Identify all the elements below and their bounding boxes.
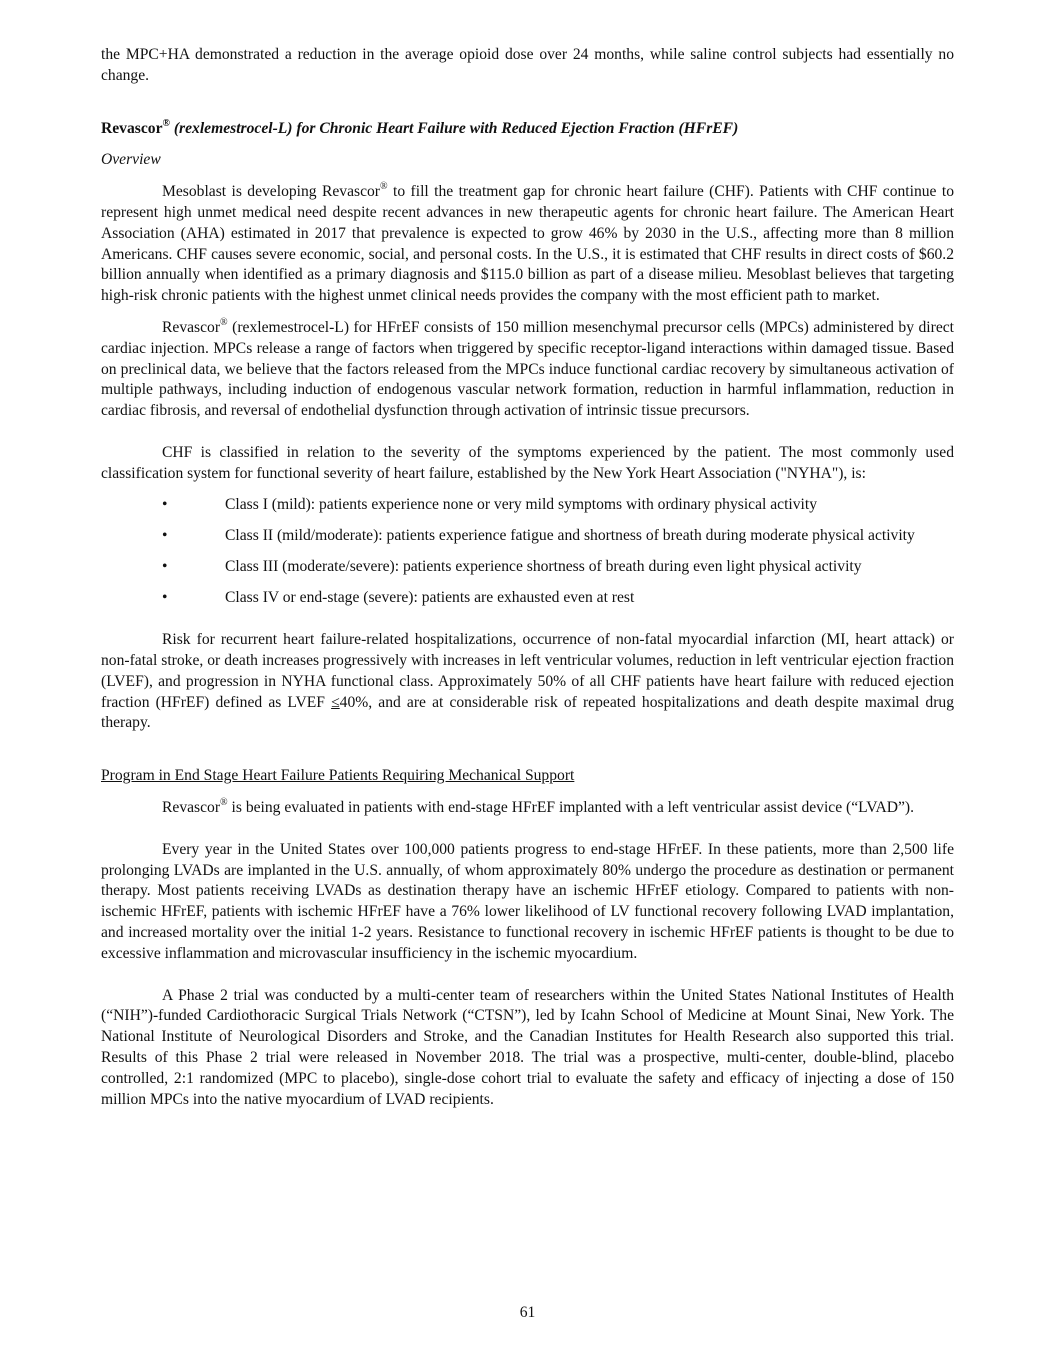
list-item xyxy=(101,526,954,547)
list-item-text: Class II (mild/moderate): patients experience fatigue and shortness of breath during moderate physical activity xyxy=(225,526,915,544)
paragraph-lvad-intro xyxy=(101,798,954,819)
document-page xyxy=(101,45,954,1110)
text-span: (rexlemestrocel-L) for HFrEF consists of 150 million mesenchymal precursor cells (MPCs) administered by direct cardiac injection. MPCs release a range of factors when triggered by specific receptor-ligand interactions within damaged tissue. Based on preclinical data, we believe that the factors released from the MPCs induce functional cardiac recovery by simultaneous activation of multiple pathways, including induction of endogenous vascular network formation, reduction in harmful inflammation, reduction in cardiac fibrosis, and reversal of endothelial dysfunction through activation of intrinsic tissue precursors. xyxy=(101,318,954,420)
paragraph-lvad-stats: Every year in the United States over 100,000 patients progress to end-stage HFrEF. In these patients, more than 2,500 life prolonging LVADs are implanted in the U.S. annually, of whom approximately 80% undergo the procedure as destination or permanent therapy. Most patients receiving LVADs as destination therapy have an ischemic HFrEF etiology. Compared to patients with non-ischemic HFrEF, patients with ischemic HFrEF have a 76% lower likelihood of LV functional recovery following LVAD implantation, and increased mortality over the initial 1-2 years. Resistance to functional recovery in ischemic HFrEF patients is thought to be due to excessive inflammation and microvascular insufficiency in the ischemic myocardium. xyxy=(101,840,954,962)
text-span: is being evaluated in patients with end-stage HFrEF implanted with a left ventricular assist device (“LVAD”). xyxy=(227,799,915,817)
text-span: Revascor xyxy=(162,799,221,817)
list-item xyxy=(101,588,954,609)
paragraph-classification: CHF is classified in relation to the severity of the symptoms experienced by the patient. The most commonly used classification system for functional severity of heart failure, established by the New York Heart Association ("NYHA"), is: xyxy=(101,443,954,482)
list-item xyxy=(101,495,954,516)
heading-italic-text: (rexlemestrocel-L) for Chronic Heart Failure with Reduced Ejection Fraction (HFrEF) xyxy=(169,119,739,137)
text-span: 40%, and are at considerable risk of repeated hospitalizations and death despite maximal drug therapy. xyxy=(101,693,954,732)
bullet-icon: • xyxy=(162,558,168,576)
list-item-text: Class III (moderate/severe): patients experience shortness of breath during even light physical activity xyxy=(225,558,862,576)
list-item xyxy=(101,557,954,578)
list-item-text: Class I (mild): patients experience none or very mild symptoms with ordinary physical activity xyxy=(225,495,817,513)
registered-mark: ® xyxy=(220,316,228,328)
list-item-text: Class IV or end-stage (severe): patients are exhausted even at rest xyxy=(225,589,635,607)
text-span: to fill the treatment gap for chronic heart failure (CHF). Patients with CHF continue to represent high unmet medical need despite recent advances in new therapeutic agents for chronic heart failure. The American Heart Association (AHA) estimated in 2017 that prevalence is expected to grow 46% by 2030 in the U.S., affecting more than 8 million Americans. CHF causes severe economic, social, and personal costs. In the U.S., it is estimated that CHF results in direct costs of $60.2 billion annually when identified as a primary diagnosis and $115.0 billion as part of a disease milieu. Mesoblast believes that targeting high-risk chronic patients with the highest unmet clinical needs provides the company with the most efficient path to market. xyxy=(101,183,955,305)
less-equal-symbol: ≤ xyxy=(331,693,340,711)
heading-product-name: Revascor xyxy=(101,119,163,137)
bullet-icon: • xyxy=(162,589,168,607)
bullet-icon: • xyxy=(162,526,168,544)
registered-mark: ® xyxy=(380,181,388,193)
page-number: 61 xyxy=(519,1304,536,1321)
paragraph-phase2-trial: A Phase 2 trial was conducted by a multi-center team of researchers within the United States National Institutes of Health (“NIH”)-funded Cardiothoracic Surgical Trials Network (“CTSN”), led by Icahn School of Medicine at Mount Sinai, New York. The National Institute of Neurological Disorders and Stroke, and the Canadian Institutes for Health Research also supported this trial. Results of this Phase 2 trial were released in November 2018. The trial was a prospective, multi-center, double-blind, placebo controlled, 2:1 randomized (MPC to placebo), single-dose cohort trial to evaluate the safety and efficacy of injecting a dose of 150 million MPCs into the native myocardium of LVAD recipients. xyxy=(101,986,954,1108)
registered-mark: ® xyxy=(162,117,170,129)
bullet-icon: • xyxy=(162,495,168,513)
paragraph-risk xyxy=(101,630,954,734)
program-heading: Program in End Stage Heart Failure Patients Requiring Mechanical Support xyxy=(101,767,575,785)
text-span: Risk for recurrent heart failure-related hospitalizations, occurrence of non-fatal myocardial infarction (MI, heart attack) or non-fatal stroke, or death increases progressively with increases in left ventricular volumes, reduction in left ventricular ejection fraction (LVEF), and progression in NYHA functional class. Approximately 50% of all CHF patients have heart failure with reduced ejection fraction (HFrEF) defined as LVEF xyxy=(101,631,954,711)
paragraph-mechanism xyxy=(101,318,954,422)
text-span: Mesoblast is developing Revascor xyxy=(162,183,381,201)
text-span: Revascor xyxy=(162,318,221,336)
registered-mark: ® xyxy=(220,797,228,809)
overview-subheading: Overview xyxy=(101,151,161,169)
nyha-class-list xyxy=(101,495,954,610)
paragraph-overview xyxy=(101,182,954,307)
section-heading xyxy=(101,119,954,140)
continuation-paragraph: the MPC+HA demonstrated a reduction in the average opioid dose over 24 months, while saline control subjects had essentially no change. xyxy=(101,46,954,84)
